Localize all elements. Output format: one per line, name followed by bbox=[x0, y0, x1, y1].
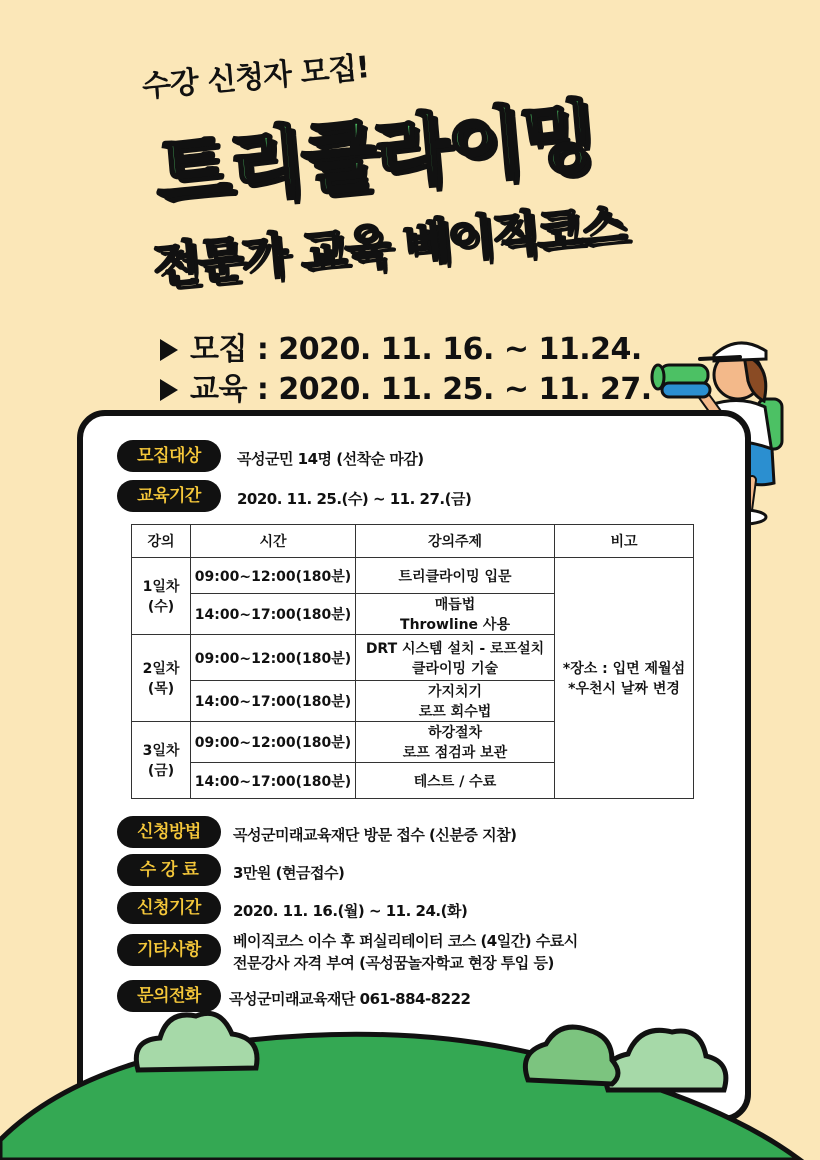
table-row bbox=[132, 558, 694, 594]
label-apply-period: 신청기간 bbox=[117, 892, 221, 924]
value-contact: 곡성군미래교육재단 061-884-8222 bbox=[229, 990, 471, 1008]
topic-cell: 트리클라이밍 입문 bbox=[356, 558, 555, 594]
topic-cell: 가지치기 로프 회수법 bbox=[356, 681, 555, 722]
note-rain: *우천시 날짜 변경 bbox=[568, 681, 680, 697]
time-cell: 14:00~17:00(180분) bbox=[191, 763, 356, 799]
subtitle: 전문가 교육 베이직코스 bbox=[150, 197, 628, 295]
time-cell: 09:00~12:00(180분) bbox=[191, 635, 356, 681]
day-cell bbox=[132, 558, 191, 635]
time-cell: 14:00~17:00(180분) bbox=[191, 681, 356, 722]
header-time: 시간 bbox=[191, 525, 356, 558]
time-cell: 14:00~17:00(180분) bbox=[191, 594, 356, 635]
note-location: *장소 : 입면 제월섬 bbox=[562, 661, 686, 677]
play-arrow-icon bbox=[160, 379, 178, 401]
topic-cell: 테스트 / 수료 bbox=[356, 763, 555, 799]
label-etc: 기타사항 bbox=[117, 934, 221, 966]
label-edu-period: 교육기간 bbox=[117, 480, 221, 512]
green-hill-illustration bbox=[0, 980, 820, 1160]
recruit-date-text: 모집 : 2020. 11. 16. ~ 11.24. bbox=[190, 332, 642, 367]
recruit-date-line bbox=[160, 324, 642, 368]
value-etc-line2: 전문강사 자격 부여 (곡성꿈놀자학교 현장 투입 등) bbox=[233, 954, 554, 972]
day-weekday: (목) bbox=[147, 681, 175, 697]
day-label: 2일차 bbox=[142, 661, 180, 677]
education-date-text: 교육 : 2020. 11. 25. ~ 11. 27. bbox=[190, 372, 652, 407]
label-apply-method: 신청방법 bbox=[117, 816, 221, 848]
value-apply-period: 2020. 11. 16.(월) ~ 11. 24.(화) bbox=[233, 902, 468, 920]
table-header-row bbox=[132, 525, 694, 558]
day-cell bbox=[132, 722, 191, 799]
value-etc-line1: 베이직코스 이수 후 퍼실리테이터 코스 (4일간) 수료시 bbox=[233, 932, 578, 950]
day-weekday: (수) bbox=[147, 599, 175, 615]
label-target: 모집대상 bbox=[117, 440, 221, 472]
label-contact: 문의전화 bbox=[117, 980, 221, 1012]
header-lecture: 강의 bbox=[132, 525, 191, 558]
header-topic: 강의주제 bbox=[356, 525, 555, 558]
day-label: 3일차 bbox=[142, 743, 180, 759]
education-date-line bbox=[160, 364, 652, 408]
value-apply-method: 곡성군미래교육재단 방문 접수 (신분증 지참) bbox=[233, 826, 517, 844]
value-target: 곡성군민 14명 (선착순 마감) bbox=[237, 450, 424, 468]
time-cell: 09:00~12:00(180분) bbox=[191, 722, 356, 763]
day-cell bbox=[132, 635, 191, 722]
schedule-table bbox=[131, 524, 694, 799]
time-cell: 09:00~12:00(180분) bbox=[191, 558, 356, 594]
header-note: 비고 bbox=[555, 525, 694, 558]
topic-cell: DRT 시스템 설치 - 로프설치 클라이밍 기술 bbox=[356, 635, 555, 681]
play-arrow-icon bbox=[160, 339, 178, 361]
value-edu-period: 2020. 11. 25.(수) ~ 11. 27.(금) bbox=[237, 490, 472, 508]
label-fee: 수 강 료 bbox=[117, 854, 221, 886]
note-cell bbox=[555, 558, 694, 799]
day-weekday: (금) bbox=[147, 763, 175, 779]
value-fee: 3만원 (현금접수) bbox=[233, 864, 345, 882]
topic-cell: 하강절차 로프 점검과 보관 bbox=[356, 722, 555, 763]
day-label: 1일차 bbox=[142, 579, 180, 595]
topic-cell: 매듭법 Throwline 사용 bbox=[356, 594, 555, 635]
recruit-heading: 수강 신청자 모집! bbox=[140, 50, 371, 105]
main-title: 트리클라이밍 bbox=[151, 91, 598, 220]
